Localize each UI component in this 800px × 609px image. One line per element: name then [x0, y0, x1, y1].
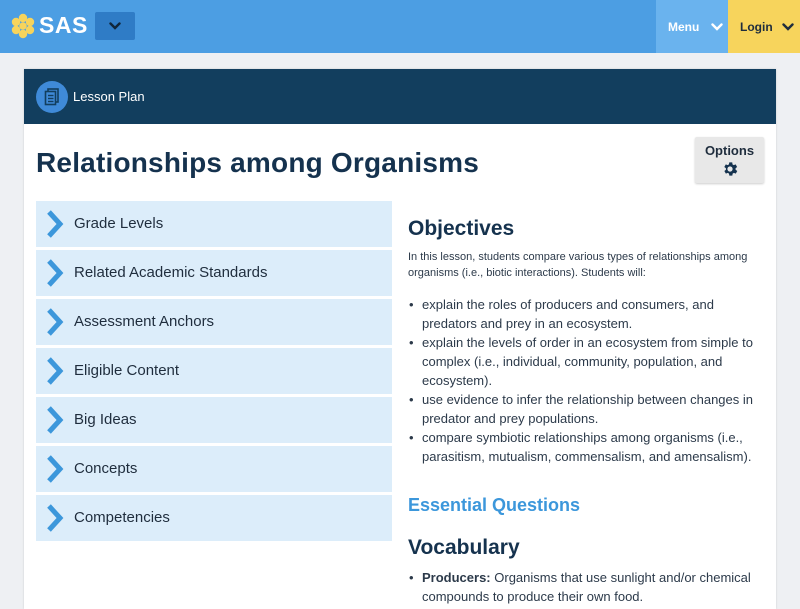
- chevron-right-icon: [46, 405, 64, 435]
- accordion-item-concepts[interactable]: [36, 446, 392, 492]
- accordion-item-label: Concepts: [74, 460, 138, 477]
- chevron-right-icon: [46, 503, 64, 533]
- vocabulary-list: [408, 568, 758, 606]
- lesson-type-banner: [24, 69, 776, 124]
- essential-questions-heading[interactable]: Essential Questions: [408, 495, 581, 515]
- login-button[interactable]: [728, 0, 800, 53]
- list-item: • explain the levels of order in an ecosystem from simple to complex (i.e., individual, community, population, and ecosystem).: [408, 333, 758, 390]
- list-item: • use evidence to infer the relationship between changes in predator and prey populations.: [408, 390, 758, 428]
- accordion-item-label: Grade Levels: [74, 215, 164, 232]
- chevron-down-icon: [109, 22, 121, 30]
- accordion-item-label: Assessment Anchors: [74, 313, 215, 330]
- page-title: Relationships among Organisms: [36, 147, 479, 178]
- accordion-item-assessment-anchors[interactable]: [36, 299, 392, 345]
- logo-text: SAS: [39, 12, 88, 38]
- menu-button[interactable]: [656, 0, 728, 53]
- accordion-item-label: Related Academic Standards: [74, 264, 268, 281]
- top-nav-bar: [0, 0, 800, 53]
- menu-label: Menu: [668, 19, 700, 34]
- chevron-right-icon: [46, 356, 64, 386]
- accordion-item-label: Competencies: [74, 509, 170, 526]
- flower-logo-icon: [10, 13, 36, 39]
- vocab-term: Producers:: [422, 570, 491, 585]
- lesson-content: [408, 217, 758, 606]
- lesson-details-accordion: [36, 201, 392, 544]
- chevron-right-icon: [46, 307, 64, 337]
- site-dropdown-button[interactable]: [95, 12, 135, 40]
- document-icon: [36, 81, 68, 113]
- sas-logo[interactable]: [10, 12, 88, 39]
- gear-icon: [721, 160, 739, 178]
- accordion-item-label: Big Ideas: [74, 411, 137, 428]
- list-item: • explain the roles of producers and consumers, and predators and prey in an ecosystem.: [408, 295, 758, 333]
- chevron-right-icon: [46, 258, 64, 288]
- login-label: Login: [740, 19, 773, 34]
- objectives-heading: Objectives: [408, 217, 515, 240]
- vocabulary-heading: Vocabulary: [408, 536, 520, 559]
- chevron-right-icon: [46, 209, 64, 239]
- options-label: Options: [704, 143, 755, 158]
- chevron-down-icon: [711, 23, 723, 31]
- chevron-down-icon: [782, 23, 794, 31]
- lesson-card: [24, 69, 776, 609]
- objectives-intro: In this lesson, students compare various types of relationships among organisms (i.e., biotic interactions). Students will:: [408, 251, 748, 279]
- accordion-item-big-ideas[interactable]: [36, 397, 392, 443]
- list-item: [408, 568, 758, 606]
- accordion-item-grade-levels[interactable]: [36, 201, 392, 247]
- accordion-item-competencies[interactable]: [36, 495, 392, 541]
- accordion-item-related-academic-standards[interactable]: [36, 250, 392, 296]
- options-button[interactable]: [695, 137, 764, 183]
- accordion-item-label: Eligible Content: [74, 362, 180, 379]
- list-item: • compare symbiotic relationships among organisms (i.e., parasitism, mutualism, commensalism, and amensalism).: [408, 428, 758, 466]
- lesson-type-label: Lesson Plan: [73, 89, 145, 104]
- objectives-list: [408, 295, 758, 466]
- chevron-right-icon: [46, 454, 64, 484]
- accordion-item-eligible-content[interactable]: [36, 348, 392, 394]
- vocab-definition: Organisms that use sunlight and/or chemical compounds to produce their own food.: [422, 570, 751, 604]
